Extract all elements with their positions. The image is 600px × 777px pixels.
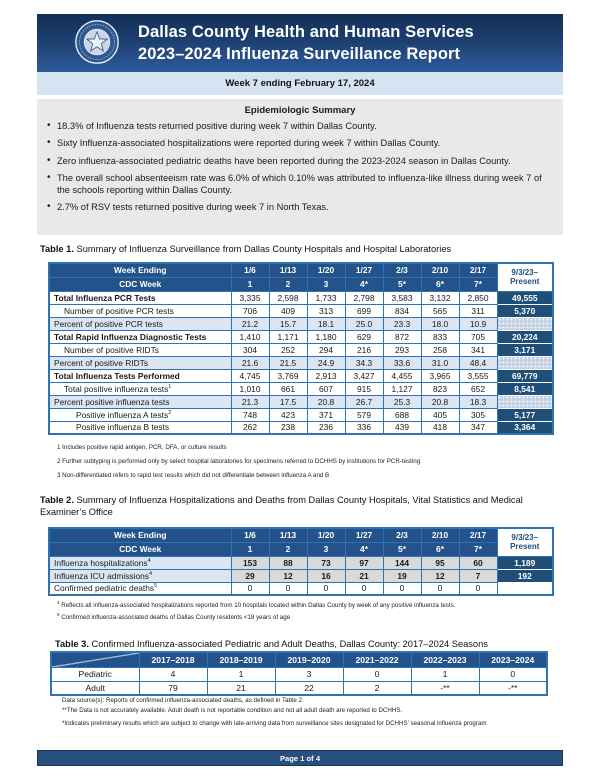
data-cell: 2,913 <box>307 369 345 382</box>
cdc-week-column-header: 5* <box>383 277 421 291</box>
season-total-cell <box>497 395 553 408</box>
data-cell: 311 <box>459 304 497 317</box>
row-label: Total positive influenza tests$^1$ <box>49 382 231 395</box>
season-total-cell: 20,224 <box>497 330 553 343</box>
data-cell: 21.2 <box>231 317 269 330</box>
data-cell: 252 <box>269 343 307 356</box>
data-cell: 705 <box>459 330 497 343</box>
week-column-header: 1/20 <box>307 528 345 542</box>
cdc-week-column-header: 4* <box>345 277 383 291</box>
week-column-header: 1/27 <box>345 528 383 542</box>
data-cell: 3 <box>275 667 343 681</box>
cdc-week-header: CDC Week <box>49 277 231 291</box>
season-total-cell <box>497 356 553 369</box>
row-label: Number of positive RIDTs <box>49 343 231 356</box>
week-column-header: 2/17 <box>459 263 497 277</box>
data-cell: 25.0 <box>345 317 383 330</box>
data-cell: 21.6 <box>231 356 269 369</box>
report-title <box>138 21 474 66</box>
season-total-cell: 69,779 <box>497 369 553 382</box>
data-cell: 21.5 <box>269 356 307 369</box>
data-cell: 4,455 <box>383 369 421 382</box>
data-cell: 2,850 <box>459 291 497 304</box>
row-label: Percent positive influenza tests <box>49 395 231 408</box>
data-cell: 1,010 <box>231 382 269 395</box>
data-cell: 10.9 <box>459 317 497 330</box>
data-cell: 629 <box>345 330 383 343</box>
data-cell: 2 <box>343 681 411 695</box>
season-total-cell: 8,541 <box>497 382 553 395</box>
page-footer: Page 1 of 4 <box>37 750 563 766</box>
table2-footnotes <box>57 600 455 623</box>
data-cell: 0 <box>231 582 269 595</box>
row-label: Total Influenza PCR Tests <box>49 291 231 304</box>
table-row <box>49 343 553 356</box>
week-column-header: 1/27 <box>345 263 383 277</box>
data-cell: 688 <box>383 408 421 421</box>
data-cell: 336 <box>345 421 383 434</box>
data-cell: 18.3 <box>459 395 497 408</box>
dallas-county-seal-icon <box>74 19 120 65</box>
data-cell: 18.0 <box>421 317 459 330</box>
row-label: Pediatric <box>51 667 139 681</box>
data-cell: 0 <box>343 667 411 681</box>
cdc-week-column-header: 1 <box>231 542 269 556</box>
data-cell: -** <box>411 681 479 695</box>
season-header: 2021–2022 <box>343 652 411 667</box>
data-cell: 661 <box>269 382 307 395</box>
data-cell: 699 <box>345 304 383 317</box>
data-cell: 439 <box>383 421 421 434</box>
summary-bullet: • The overall school absenteeism rate was 6.0% of which 0.10% was attributed to influenza-like illness during week 7 of the schools reporting within Dallas County. <box>47 172 553 197</box>
data-cell: 26.7 <box>345 395 383 408</box>
cdc-week-column-header: 6* <box>421 277 459 291</box>
data-cell: 915 <box>345 382 383 395</box>
table-row <box>49 304 553 317</box>
data-cell: 1,733 <box>307 291 345 304</box>
data-cell: 262 <box>231 421 269 434</box>
data-cell: -** <box>479 681 547 695</box>
data-cell: 216 <box>345 343 383 356</box>
table1-caption-label: Table 1. <box>40 244 74 254</box>
summary-title: Epidemiologic Summary <box>244 105 356 116</box>
report-title-line1: Dallas County Health and Human Services <box>138 22 474 41</box>
table-row <box>51 667 547 681</box>
table-row <box>49 330 553 343</box>
cdc-week-header: CDC Week <box>49 542 231 556</box>
footnote: Data source(s): Reports of confirmed influenza-associated deaths, as defined in Table 2. <box>62 697 304 704</box>
cdc-week-column-header: 6* <box>421 542 459 556</box>
data-cell: 16 <box>307 569 345 582</box>
data-cell: 95 <box>421 556 459 569</box>
data-cell: 418 <box>421 421 459 434</box>
table-header-row <box>49 263 553 277</box>
season-header: 2022–2023 <box>411 652 479 667</box>
week-column-header: 2/10 <box>421 263 459 277</box>
week-column-header: 1/13 <box>269 263 307 277</box>
data-cell: 3,427 <box>345 369 383 382</box>
data-cell: 1 <box>207 667 275 681</box>
season-header: 2023–2024 <box>479 652 547 667</box>
data-cell: 565 <box>421 304 459 317</box>
week-column-header: 2/17 <box>459 528 497 542</box>
table2-caption-text: Summary of Influenza Hospitalizations and Deaths from Dallas County Hospitals, Vital Statistics and Medical Examiner’s Office <box>40 495 523 518</box>
data-cell: 0 <box>345 582 383 595</box>
data-cell: 4,745 <box>231 369 269 382</box>
data-cell: 88 <box>269 556 307 569</box>
hospitalizations-deaths-table <box>48 527 554 596</box>
table-row <box>49 408 553 421</box>
footnote: 1 Includes positive rapid antigen, PCR, DFA, or culture results <box>57 444 227 451</box>
data-cell: 0 <box>269 582 307 595</box>
week-column-header: 1/6 <box>231 528 269 542</box>
data-cell: 1 <box>411 667 479 681</box>
data-cell: 22 <box>275 681 343 695</box>
table3-caption-text: Confirmed Influenza-associated Pediatric and Adult Deaths, Dallas County: 2017–2024 Seasons <box>91 639 488 649</box>
data-cell: 607 <box>307 382 345 395</box>
footnote: *Indicates preliminary results which are subject to change with late-arriving data from surveillance sites designated for DCHHS’ seasonal influenza program <box>62 719 487 727</box>
footnote: $^4$ Reflects all influenza-associated hospitalizations reported from 10 hospitals located within Dallas County by week of any positive influenza tests. <box>57 600 456 610</box>
table2-caption-label: Table 2. <box>40 495 74 505</box>
data-cell: 423 <box>269 408 307 421</box>
table-header-row <box>49 277 553 291</box>
cdc-week-column-header: 5* <box>383 542 421 556</box>
table1-caption-text: Summary of Influenza Surveillance from Dallas County Hospitals and Hospital Laboratories <box>76 244 452 254</box>
data-cell: 872 <box>383 330 421 343</box>
data-cell: 833 <box>421 330 459 343</box>
data-cell: 3,769 <box>269 369 307 382</box>
data-cell: 341 <box>459 343 497 356</box>
cdc-week-column-header: 7* <box>459 542 497 556</box>
data-cell: 33.6 <box>383 356 421 369</box>
data-cell: 1,171 <box>269 330 307 343</box>
cdc-week-column-header: 3 <box>307 542 345 556</box>
data-cell: 18.1 <box>307 317 345 330</box>
data-cell: 3,583 <box>383 291 421 304</box>
data-cell: 2,598 <box>269 291 307 304</box>
data-cell: 153 <box>231 556 269 569</box>
table-row <box>49 291 553 304</box>
summary-bullet: • Sixty Influenza-associated hospitalizations were reported during week 7 within Dallas County. <box>47 137 553 149</box>
table3-caption <box>55 638 488 650</box>
data-cell: 0 <box>459 582 497 595</box>
table-row <box>49 382 553 395</box>
season-total-cell: 49,555 <box>497 291 553 304</box>
table3-footnotes <box>62 697 487 729</box>
data-cell: 0 <box>421 582 459 595</box>
row-label: Total Influenza Tests Performed <box>49 369 231 382</box>
week-ending-header: Week Ending <box>49 263 231 277</box>
pediatric-adult-deaths-table <box>50 651 548 696</box>
data-cell: 258 <box>421 343 459 356</box>
data-cell: 3,335 <box>231 291 269 304</box>
data-cell: 706 <box>231 304 269 317</box>
data-cell: 34.3 <box>345 356 383 369</box>
week-column-header: 2/3 <box>383 263 421 277</box>
week-column-header: 2/10 <box>421 528 459 542</box>
data-cell: 25.3 <box>383 395 421 408</box>
data-cell: 4 <box>139 667 207 681</box>
data-cell: 293 <box>383 343 421 356</box>
data-cell: 823 <box>421 382 459 395</box>
data-cell: 238 <box>269 421 307 434</box>
season-total-cell: 3,364 <box>497 421 553 434</box>
table1-caption <box>40 243 451 255</box>
data-cell: 48.4 <box>459 356 497 369</box>
data-cell: 21.3 <box>231 395 269 408</box>
data-cell: 29 <box>231 569 269 582</box>
cdc-week-column-header: 2 <box>269 542 307 556</box>
season-total-cell: 0 <box>497 582 553 595</box>
cdc-week-column-header: 7* <box>459 277 497 291</box>
footnote: $^5$ Confirmed influenza-associated deaths of Dallas County residents <18 years of age <box>57 611 291 621</box>
season-column-header: 9/3/23– Present <box>497 528 553 556</box>
footnote: 2 Further subtyping is performed only by select hospital laboratories for specimens referred to DCHHS by institutions for PCR-testing <box>57 458 421 465</box>
season-header: 2018–2019 <box>207 652 275 667</box>
table2-caption <box>40 494 555 518</box>
row-label: Positive influenza B tests <box>49 421 231 434</box>
data-cell: 313 <box>307 304 345 317</box>
week-banner: Week 7 ending February 17, 2024 <box>37 72 563 95</box>
data-cell: 79 <box>139 681 207 695</box>
footnote: **The Data is not accurately available. Adult death is not reportable condition and not all adult death are reported to DCHHS. <box>62 706 403 714</box>
week-column-header: 2/3 <box>383 528 421 542</box>
data-cell: 652 <box>459 382 497 395</box>
table-row <box>49 421 553 434</box>
data-cell: 405 <box>421 408 459 421</box>
summary-bullet: • 18.3% of Influenza tests returned positive during week 7 within Dallas County. <box>47 120 553 132</box>
row-label: Influenza ICU admissions$^4$ <box>49 569 231 582</box>
table-row <box>49 569 553 582</box>
season-total-cell: 1,189 <box>497 556 553 569</box>
table-header-row <box>49 528 553 542</box>
data-cell: 21 <box>207 681 275 695</box>
data-cell: 3,132 <box>421 291 459 304</box>
season-total-cell <box>497 317 553 330</box>
data-cell: 304 <box>231 343 269 356</box>
data-cell: 73 <box>307 556 345 569</box>
data-cell: 17.5 <box>269 395 307 408</box>
table-row <box>49 395 553 408</box>
table-row <box>49 369 553 382</box>
data-cell: 2,798 <box>345 291 383 304</box>
data-cell: 305 <box>459 408 497 421</box>
data-cell: 15.7 <box>269 317 307 330</box>
data-cell: 3,965 <box>421 369 459 382</box>
data-cell: 31.0 <box>421 356 459 369</box>
data-cell: 24.9 <box>307 356 345 369</box>
data-cell: 1,127 <box>383 382 421 395</box>
data-cell: 371 <box>307 408 345 421</box>
week-column-header: 1/13 <box>269 528 307 542</box>
season-header: 2019–2020 <box>275 652 343 667</box>
week-column-header: 1/20 <box>307 263 345 277</box>
data-cell: 12 <box>421 569 459 582</box>
data-cell: 236 <box>307 421 345 434</box>
cdc-week-column-header: 1 <box>231 277 269 291</box>
row-label: Influenza hospitalizations$^4$ <box>49 556 231 569</box>
data-cell: 7 <box>459 569 497 582</box>
data-cell: 834 <box>383 304 421 317</box>
week-column-header: 1/6 <box>231 263 269 277</box>
table-row <box>49 556 553 569</box>
data-cell: 1,180 <box>307 330 345 343</box>
data-cell: 579 <box>345 408 383 421</box>
cdc-week-column-header: 4* <box>345 542 383 556</box>
data-cell: 144 <box>383 556 421 569</box>
summary-bullet-list <box>47 120 553 214</box>
data-cell: 23.3 <box>383 317 421 330</box>
report-title-line2: 2023–2024 Influenza Surveillance Report <box>138 45 461 63</box>
influenza-surveillance-table <box>48 262 554 435</box>
row-label: Percent of positive RIDTs <box>49 356 231 369</box>
summary-bullet: • Zero influenza-associated pediatric deaths have been reported during the 2023-2024 season in Dallas County. <box>47 155 553 167</box>
table-row <box>51 681 547 695</box>
epidemiologic-summary <box>37 99 563 235</box>
data-cell: 3,555 <box>459 369 497 382</box>
data-cell: 409 <box>269 304 307 317</box>
row-label: Adult <box>51 681 139 695</box>
data-cell: 0 <box>383 582 421 595</box>
week-ending-header: Week Ending <box>49 528 231 542</box>
row-label: Confirmed pediatric deaths$^5$ <box>49 582 231 595</box>
season-column-header: 9/3/23– Present <box>497 263 553 291</box>
season-total-cell: 5,370 <box>497 304 553 317</box>
footnote: 3 Non-differentiated refers to rapid test results which did not differentiate between influenza A and B <box>57 472 330 479</box>
table1-footnotes <box>57 444 420 486</box>
data-cell: 748 <box>231 408 269 421</box>
row-label: Total Rapid Influenza Diagnostic Tests <box>49 330 231 343</box>
season-total-cell: 3,171 <box>497 343 553 356</box>
table3-caption-label: Table 3. <box>55 639 89 649</box>
table-row <box>49 582 553 595</box>
row-label: Number of positive PCR tests <box>49 304 231 317</box>
data-cell: 0 <box>479 667 547 681</box>
row-label: Positive influenza A tests$^2$ <box>49 408 231 421</box>
data-cell: 97 <box>345 556 383 569</box>
data-cell: 60 <box>459 556 497 569</box>
data-cell: 0 <box>307 582 345 595</box>
table-row <box>49 356 553 369</box>
table-row <box>49 317 553 330</box>
cdc-week-column-header: 3 <box>307 277 345 291</box>
data-cell: 1,410 <box>231 330 269 343</box>
table-header-row <box>49 542 553 556</box>
row-label: Percent of positive PCR tests <box>49 317 231 330</box>
season-header: 2017–2018 <box>139 652 207 667</box>
diagonal-corner-cell <box>51 652 139 667</box>
data-cell: 19 <box>383 569 421 582</box>
data-cell: 294 <box>307 343 345 356</box>
data-cell: 20.8 <box>421 395 459 408</box>
data-cell: 20.8 <box>307 395 345 408</box>
data-cell: 21 <box>345 569 383 582</box>
header-banner <box>37 14 563 72</box>
table-header-row <box>51 652 547 667</box>
data-cell: 12 <box>269 569 307 582</box>
season-total-cell: 5,177 <box>497 408 553 421</box>
data-cell: 347 <box>459 421 497 434</box>
season-total-cell: 192 <box>497 569 553 582</box>
cdc-week-column-header: 2 <box>269 277 307 291</box>
summary-bullet: • 2.7% of RSV tests returned positive during week 7 in North Texas. <box>47 201 553 213</box>
